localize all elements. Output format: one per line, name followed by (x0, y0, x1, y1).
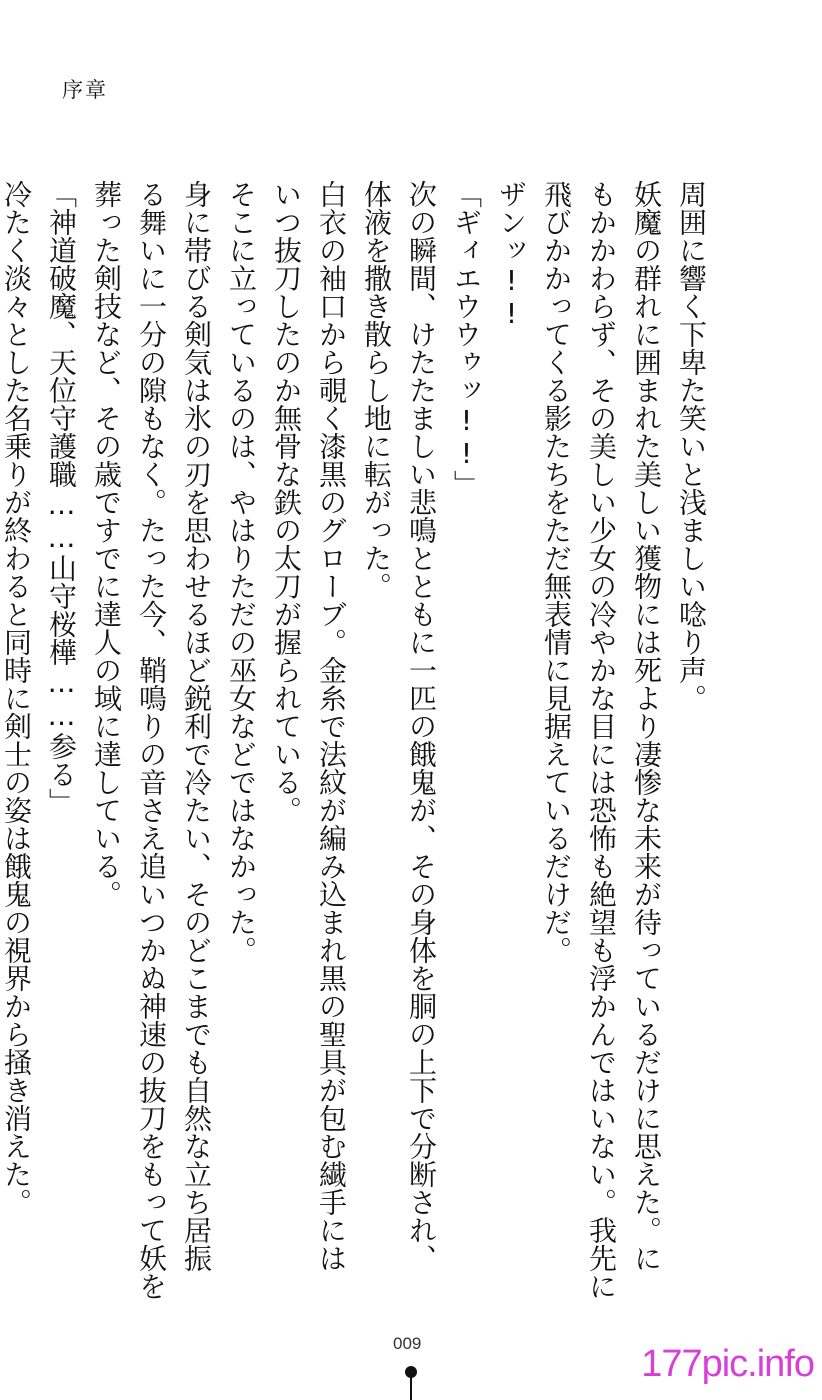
chapter-title: 序章 (62, 78, 108, 102)
page-marker-line (410, 1377, 412, 1400)
text-line: いつ抜刀したのか無骨な鉄の太刀が握られている。 (270, 180, 303, 824)
text-line: 白衣の袖口から覗く漆黒のグローブ。金糸で法紋が編み込まれ黒の聖具が包む繊手には (315, 180, 348, 1272)
text-line: ザンッ!! (495, 180, 528, 330)
watermark: 177pic.info (641, 1343, 814, 1385)
text-line: 「ギィエウウゥッ!!」 (450, 180, 483, 498)
text-line: 妖魔の群れに囲まれた美しい獲物には死より凄惨な未来が待っているだけに思えた。に (630, 180, 663, 1272)
text-line: 飛びかかってくる影たちをただ無表情に見据えているだけだ。 (540, 180, 573, 964)
text-line: 葬った剣技など、その歳ですでに達人の域に達している。 (90, 180, 123, 908)
text-line: 身に帯びる剣気は氷の刃を思わせるほど鋭利で冷たい、そのどこまでも自然な立ち居振 (180, 180, 213, 1272)
text-line: 周囲に響く下卑た笑いと浅ましい唸り声。 (675, 180, 708, 712)
text-line: そこに立っているのは、やはりただの巫女などではなかった。 (225, 180, 258, 964)
text-line: る舞いに一分の隙もなく。たった今、鞘鳴りの音さえ追いつかぬ神速の抜刀をもって妖を (135, 180, 168, 1300)
text-line: 「神道破魔、天位守護職……山守桜樺……参る」 (45, 180, 78, 816)
text-line: もかかわらず、その美しい少女の冷やかな目には恐怖も絶望も浮かんではいない。我先に (585, 180, 618, 1300)
body-text (0, 180, 714, 1300)
page-number: 009 (393, 1334, 422, 1353)
text-line: 冷たく淡々とした名乗りが終わると同時に剣士の姿は餓鬼の視界から掻き消えた。 (0, 180, 33, 1216)
text-line: 体液を撒き散らし地に転がった。 (360, 180, 393, 600)
text-line: 次の瞬間、けたたましい悲鳴とともに一匹の餓鬼が、その身体を胴の上下で分断され、 (405, 180, 438, 1272)
